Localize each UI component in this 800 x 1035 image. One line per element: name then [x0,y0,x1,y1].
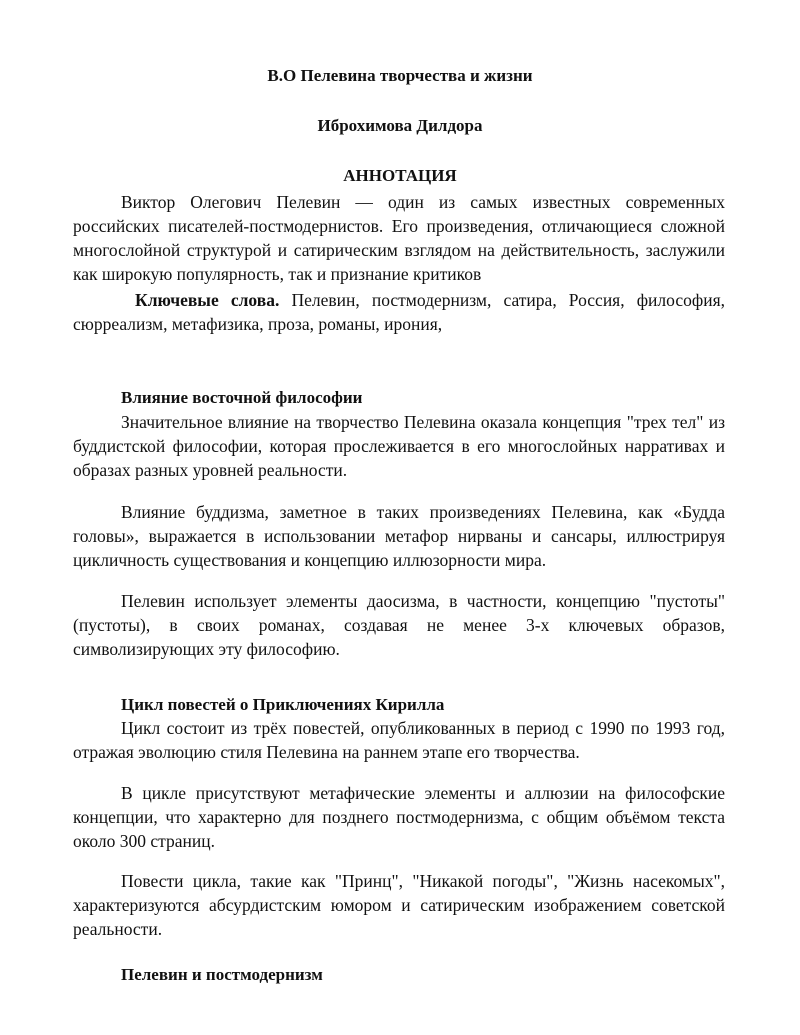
section-heading-kirill-cycle: Цикл повестей о Приключениях Кирилла [121,695,445,714]
annotation-paragraph: Виктор Олегович Пелевин — один из самых известных современных российских писателей-постмодернистов. Его произведения, отличающиеся сложной многослойной структурой и сатирическим взглядом на действительность, заслужили как широкую популярность, так и признание критиков [73,192,725,284]
annotation-heading: АННОТАЦИЯ [343,166,457,185]
keywords-text: Пелевин, постмодернизм, сатира, Россия, философия, сюрреализм, метафизика, проза, романы, ирония, [73,290,725,334]
keywords-label: Ключевые слова. [135,290,280,310]
section-heading-postmodernism: Пелевин и постмодернизм [121,965,323,984]
section-paragraph: Значительное влияние на творчество Пелевина оказала концепция "трех тел" из буддистской философии, которая прослеживается в его многослойных нарративах и образах разных уровней реальности. [73,412,725,480]
section-paragraph: Влияние буддизма, заметное в таких произведениях Пелевина, как «Будда головы», выражается в использовании метафор нирваны и сансары, иллюстрируя цикличность существования и концепцию иллюзорности мира. [73,502,725,570]
section-paragraph: Повести цикла, такие как "Принц", "Никакой погоды", "Жизнь насекомых", характеризуются абсурдистским юмором и сатирическим изображением советской реальности. [73,871,725,939]
section-heading-eastern-philosophy: Влияние восточной философии [121,388,363,407]
keywords-paragraph [73,288,725,336]
section-paragraph: Цикл состоит из трёх повестей, опубликованных в период с 1990 по 1993 год, отражая эволюцию стиля Пелевина на раннем этапе его творчества. [73,718,725,762]
section-paragraph: В цикле присутствуют метафические элементы и аллюзии на философские концепции, что характерно для позднего постмодернизма, с общим объёмом текста около 300 страниц. [73,783,725,851]
document-title: В.О Пелевина творчества и жизни [267,66,533,85]
author-name: Иброхимова Дилдора [317,116,483,135]
section-paragraph: Пелевин использует элементы даосизма, в частности, концепцию "пустоты" (пустоты), в своих романах, создавая не менее 3-х ключевых образов, символизирующих эту философию. [73,591,725,659]
